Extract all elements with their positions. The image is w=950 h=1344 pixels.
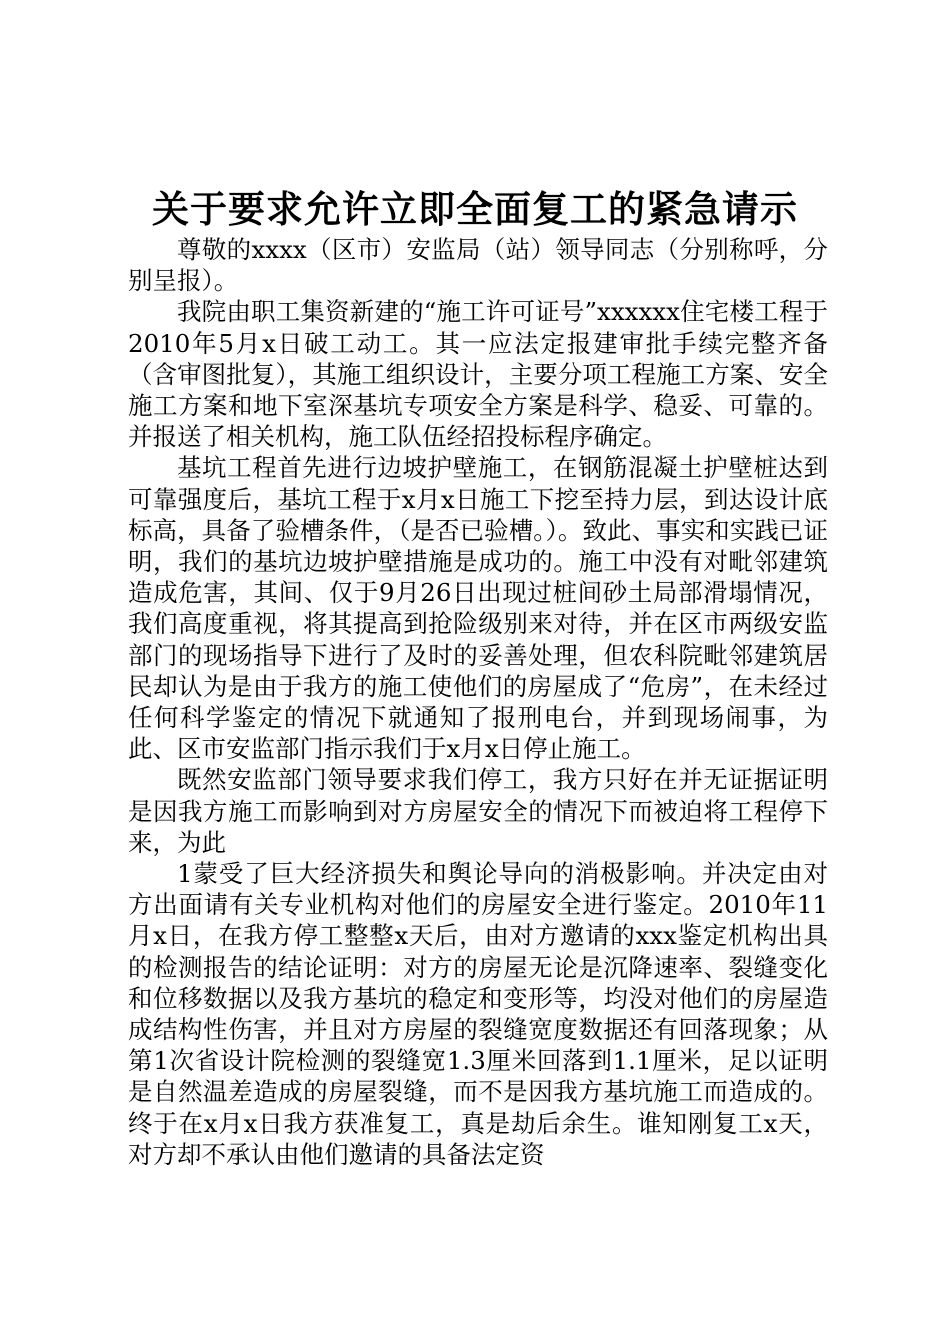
- paragraph-losses-and-inspection: 1蒙受了巨大经济损失和舆论导向的消极影响。并决定由对方出面请有关专业机构对他们的房屋安全进行鉴定。2010年11月x日，在我方停工整整x天后，由对方邀请的xxx鉴定机构出具的检测报告的结论证明：对方的房屋无论是沉降速率、裂缝变化和位移数据以及我方基坑的稳定和变形等，均没对他们的房屋造成结构性伤害，并且对方房屋的裂缝宽度数据还有回落现象；从第1次省设计院检测的裂缝宽1.3厘米回落到1.1厘米，足以证明是自然温差造成的房屋裂缝，而不是因我方基坑施工而造成的。终于在x月x日我方获准复工，真是劫后余生。谁知刚复工x天，对方却不承认由他们邀请的具备法定资: [128, 859, 828, 1169]
- paragraph-project-background: 我院由职工集资新建的“施工许可证号”xxxxxx住宅楼工程于2010年5月x日破工动工。其一应法定报建审批手续完整齐备（含审图批复），其施工组织设计，主要分项工程施工方案、安全施工方案和地下室深基坑专项安全方案是科学、稳妥、可靠的。并报送了相关机构，施工队伍经招投标程序确定。: [128, 297, 828, 452]
- paragraph-work-stoppage: 既然安监部门领导要求我们停工，我方只好在并无证据证明是因我方施工而影响到对方房屋安全的情况下而被迫将工程停下来，为此: [128, 765, 828, 857]
- paragraph-salutation: 尊敬的xxxx（区市）安监局（站）领导同志（分别称呼，分别呈报）。: [128, 235, 828, 296]
- document-body: [128, 234, 828, 1170]
- document-title: 关于要求允许立即全面复工的紧急请示: [152, 187, 798, 231]
- paragraph-foundation-pit: 基坑工程首先进行边坡护壁施工，在钢筋混凝土护壁桩达到可靠强度后，基坑工程于x月x日施工下挖至持力层，到达设计底标高，具备了验槽条件，（是否已验槽。）。致此、事实和实践已证明，我们的基坑边坡护壁措施是成功的。施工中没有对毗邻建筑造成危害，其间、仅于9月26日出现过桩间砂土局部滑塌情况，我们高度重视，将其提高到抢险级别来对待，并在区市两级安监部门的现场指导下进行了及时的妥善处理，但农科院毗邻建筑居民却认为是由于我方的施工使他们的房屋成了“危房”，在未经过任何科学鉴定的情况下就通知了报刑电台，并到现场闹事，为此、区市安监部门指示我们于x月x日停止施工。: [128, 453, 828, 764]
